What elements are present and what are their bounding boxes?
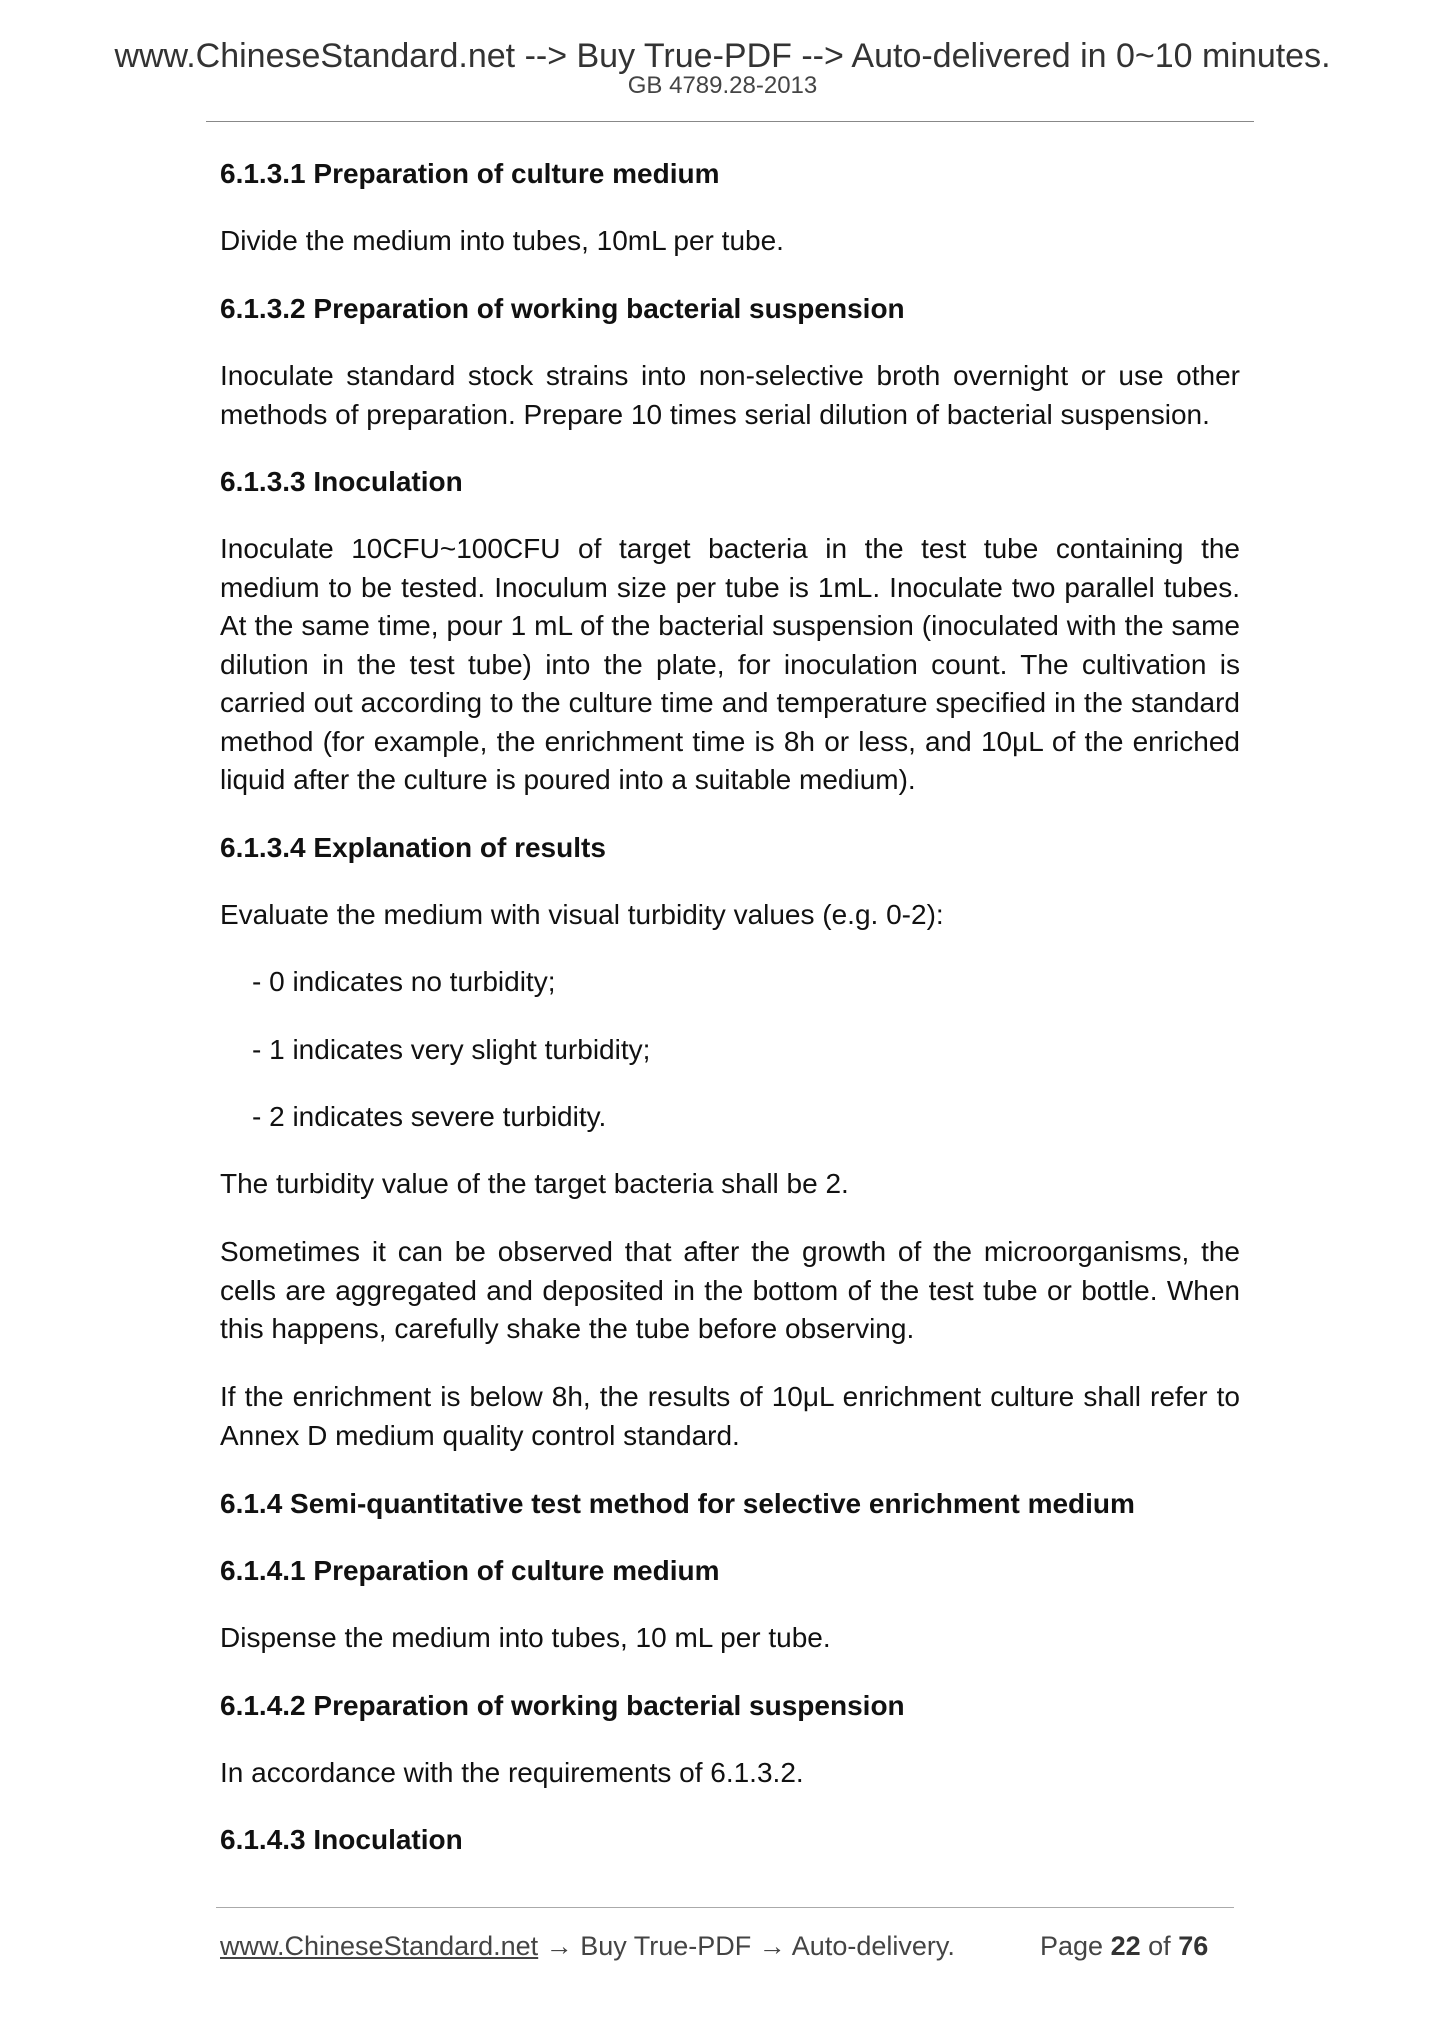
paragraph-turbidity-intro: Evaluate the medium with visual turbidity values (e.g. 0-2): <box>220 899 944 930</box>
footer-divider <box>216 1907 1234 1908</box>
page-number: 22 <box>1110 1931 1141 1961</box>
footer-delivery-text: Auto-delivery. <box>791 1931 955 1961</box>
paragraph-6-1-3-1: Divide the medium into tubes, 10mL per tube. <box>220 225 784 256</box>
paragraph-turbidity-value: The turbidity value of the target bacteria shall be 2. <box>220 1168 849 1199</box>
paragraph-6-1-3-2: Inoculate standard stock strains into non-selective broth overnight or use other methods of preparation. Prepare 10 times serial dilution of bacterial suspension. <box>220 360 1240 430</box>
page-total: 76 <box>1178 1931 1209 1961</box>
paragraph-6-1-4-1: Dispense the medium into tubes, 10 mL per tube. <box>220 1622 831 1653</box>
heading-6-1-3-2: 6.1.3.2 Preparation of working bacterial suspension <box>220 293 905 324</box>
page-indicator <box>1040 1928 1208 1964</box>
footer-buy-text: Buy True-PDF <box>580 1931 752 1961</box>
heading-6-1-3-1: 6.1.3.1 Preparation of culture medium <box>220 158 720 189</box>
paragraph-6-1-3-3: Inoculate 10CFU~100CFU of target bacteria in the test tube containing the medium to be tested. Inoculum size per tube is 1mL. Inoculate two parallel tubes. At the same time, pour 1 mL of the bacterial suspension (inoculated with the same dilution in the test tube) into the plate, for inoculation count. The cultivation is carried out according to the culture time and temperature specified in the standard method (for example, the enrichment time is 8h or less, and 10μL of the enriched liquid after the culture is poured into a suitable medium). <box>220 533 1240 795</box>
paragraph-6-1-4-2: In accordance with the requirements of 6.1.3.2. <box>220 1757 804 1788</box>
footer-site-link[interactable]: www.ChineseStandard.net <box>220 1931 539 1961</box>
page-label: Page <box>1040 1931 1104 1961</box>
document-code: GB 4789.28-2013 <box>627 72 818 99</box>
header-divider <box>206 121 1254 122</box>
paragraph-sometimes: Sometimes it can be observed that after the growth of the microorganisms, the cells are aggregated and deposited in the bottom of the test tube or bottle. When this happens, carefully shake the tube before observing. <box>220 1236 1240 1344</box>
paragraph-if-enrichment: If the enrichment is below 8h, the results of 10μL enrichment culture shall refer to Annex D medium quality control standard. <box>220 1381 1240 1451</box>
heading-6-1-4-2: 6.1.4.2 Preparation of working bacterial suspension <box>220 1690 905 1721</box>
arrow-right-icon: → <box>758 1931 786 1961</box>
heading-6-1-3-4: 6.1.3.4 Explanation of results <box>220 832 606 863</box>
list-item-turbidity-0: - 0 indicates no turbidity; <box>252 966 556 997</box>
list-item-turbidity-1: - 1 indicates very slight turbidity; <box>252 1034 651 1065</box>
heading-6-1-4: 6.1.4 Semi-quantitative test method for selective enrichment medium <box>220 1488 1135 1519</box>
heading-6-1-4-1: 6.1.4.1 Preparation of culture medium <box>220 1555 720 1586</box>
of-label: of <box>1148 1931 1171 1961</box>
top-banner[interactable]: www.ChineseStandard.net --> Buy True-PDF --> Auto-delivered in 0~10 minutes. <box>114 37 1331 75</box>
heading-6-1-3-3: 6.1.3.3 Inoculation <box>220 466 463 497</box>
heading-6-1-4-3: 6.1.4.3 Inoculation <box>220 1824 463 1855</box>
footer-promo <box>220 1928 955 1964</box>
arrow-right-icon: → <box>545 1931 573 1961</box>
list-item-turbidity-2: - 2 indicates severe turbidity. <box>252 1101 607 1132</box>
